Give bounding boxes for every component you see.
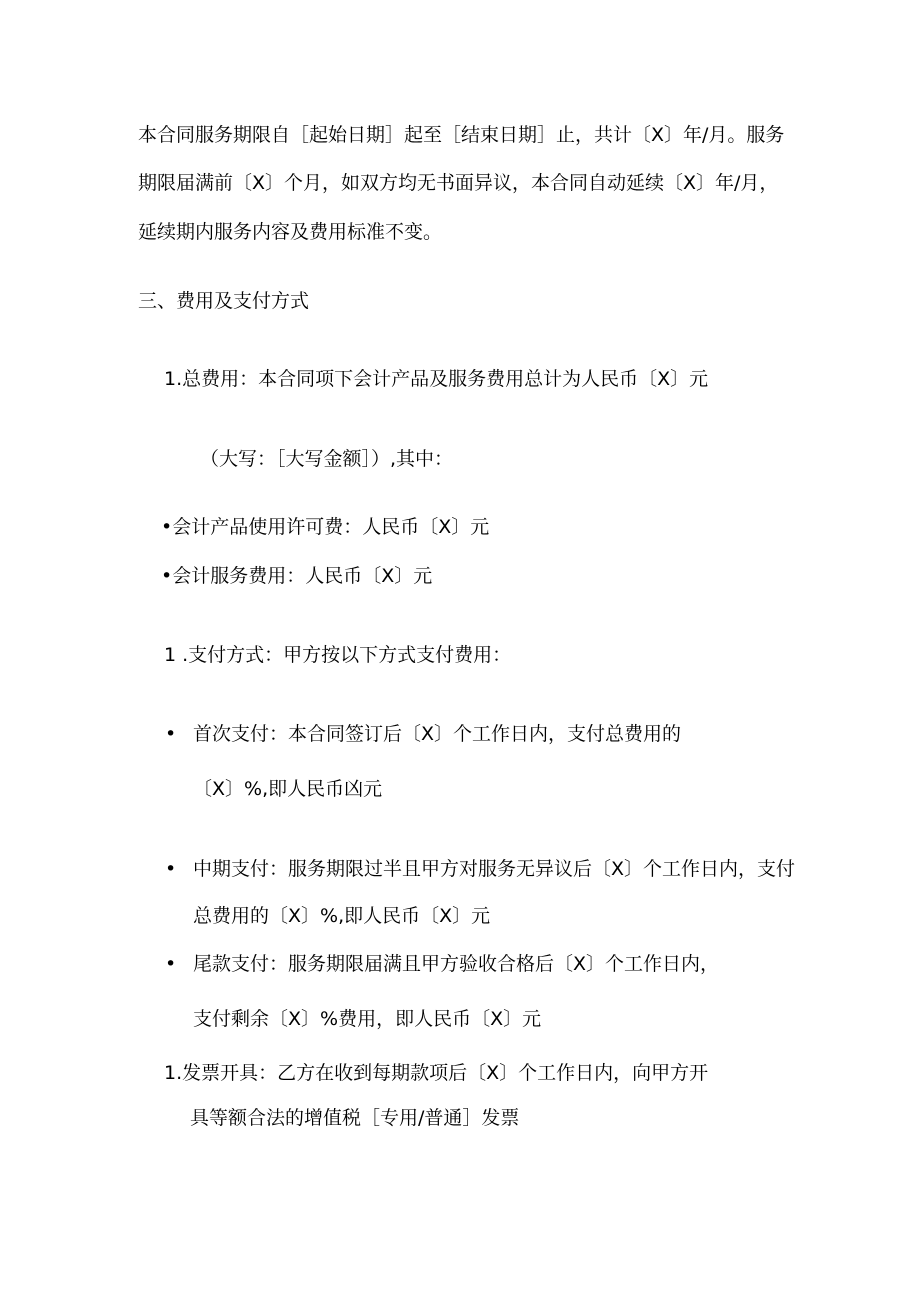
invoice-line-1: 1.发票开具：乙方在收到每期款项后〔X〕个工作日内，向甲方开 xyxy=(164,1062,709,1084)
payment-middle-line-2: 总费用的〔X〕%,即人民币〔X〕元 xyxy=(193,905,491,927)
payment-first-line-2: 〔X〕%,即人民币凶元 xyxy=(193,778,383,800)
total-fee-line: 1.总费用：本合同项下会计产品及服务费用总计为人民币〔X〕元 xyxy=(164,368,709,390)
term-paragraph-line-1: 本合同服务期限自［起始日期］起至［结束日期］止，共计〔X〕年/月。服务 xyxy=(138,124,785,146)
section-heading: 三、费用及支付方式 xyxy=(138,290,310,312)
payment-bullet-2: • xyxy=(165,858,177,880)
fee-item-service: •会计服务费用：人民币〔X〕元 xyxy=(161,565,433,587)
payment-method-heading: 1 .支付方式：甲方按以下方式支付费用： xyxy=(164,644,512,666)
payment-bullet-1: • xyxy=(165,723,177,745)
fee-item-license: •会计产品使用许可费：人民币〔X〕元 xyxy=(161,516,490,538)
total-fee-caps-line: （大写：［大写金额］）,其中： xyxy=(200,448,454,470)
term-paragraph-line-2: 期限届满前〔X〕个月，如双方均无书面异议，本合同自动延续〔X〕年/月， xyxy=(138,172,779,194)
payment-middle-line-1: 中期支付：服务期限过半且甲方对服务无异议后〔X〕个工作日内，支付 xyxy=(193,858,796,880)
term-paragraph-line-3: 延续期内服务内容及费用标准不变。 xyxy=(138,221,443,243)
payment-final-line-2: 支付剩余〔X〕%费用，即人民币〔X〕元 xyxy=(193,1008,542,1030)
payment-first-line-1: 首次支付：本合同签订后〔X〕个工作日内，支付总费用的 xyxy=(193,723,682,745)
payment-bullet-3: • xyxy=(165,953,177,975)
invoice-line-2: 具等额合法的增值税［专用/普通］发票 xyxy=(190,1107,520,1129)
payment-final-line-1: 尾款支付：服务期限届满且甲方验收合格后〔X〕个工作日内， xyxy=(193,953,720,975)
